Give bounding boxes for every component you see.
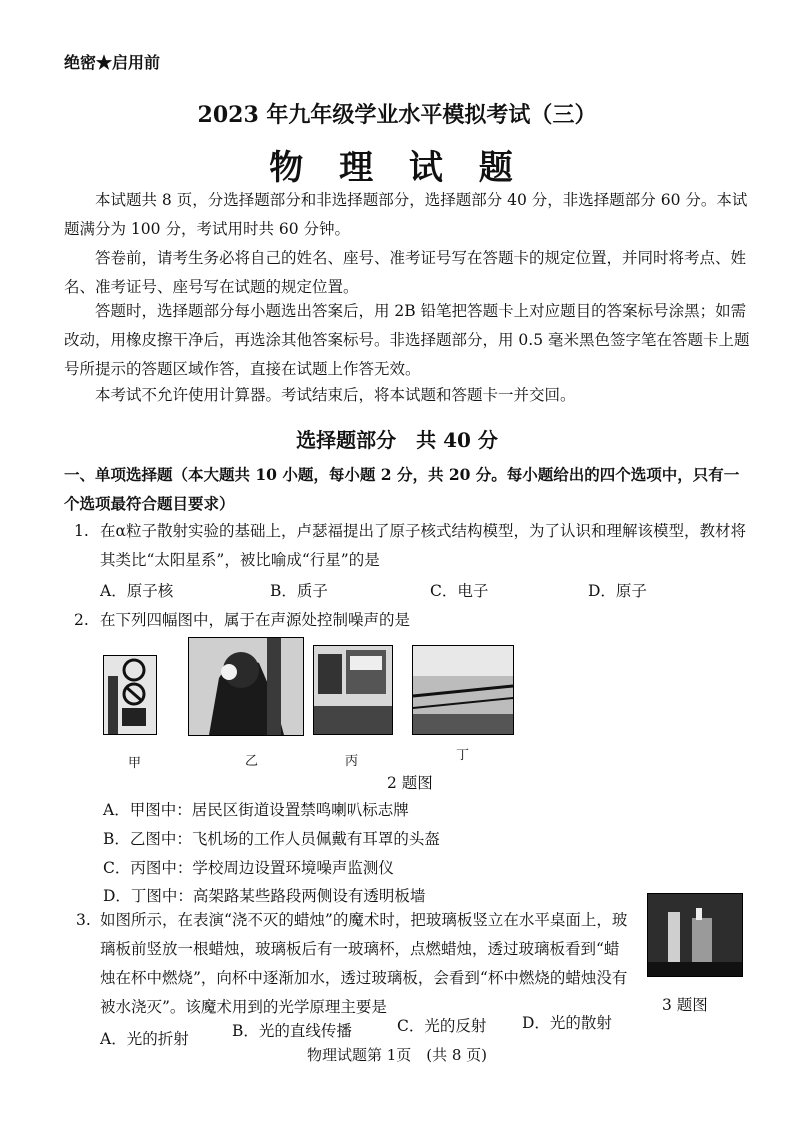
option-a: A．甲图中：居民区街道设置禁鸣喇叭标志牌 [103,801,409,819]
figure-caption: 2 题图 [387,774,433,792]
question-number: 3. [76,911,91,929]
page-footer: 物理试题第 1页 (共 8 页) [306,1046,488,1064]
figure-image-bing [313,645,393,735]
question-number: 1. [74,522,89,540]
instruction-paragraph: 答卷前，请考生务必将自己的姓名、座号、准考证号写在答题卡的规定位置，并同时将考点、姓名、准考证号、座号写在试题的规定位置。 [64,249,747,296]
noise-monitor-icon [314,646,392,734]
sound-barrier-icon [413,646,513,734]
question-stem: 如图所示，在表演“浇不灭的蜡烛”的魔术时，把玻璃板竖立在水平桌面上，玻璃板前竖放一根蜡烛，玻璃板后有一玻璃杯，点燃蜡烛，透过玻璃板看到“蜡烛在杯中燃烧”，向杯中逐渐加水，透过玻璃板，会看到“杯中燃烧的蜡烛没有被水浇灭”。该魔术用到的光学原理主要是 [100,911,628,1016]
figure-image-ding [412,645,514,735]
instruction-paragraph: 本试题共 8 页，分选择题部分和非选择题部分，选择题部分 40 分，非选择题部分 60 分。本试题满分为 100 分，考试用时共 60 分钟。 [64,191,748,238]
figure-caption: 3 题图 [662,996,708,1014]
confidential-label: 绝密★启用前 [64,53,161,72]
option-c: C．丙图中：学校周边设置环境噪声监测仪 [103,859,394,877]
figure-image-candle [647,893,743,977]
option-b: B．光的直线传播 [232,1022,352,1040]
option-b: B．乙图中：飞机场的工作人员佩戴有耳罩的头盔 [103,830,440,848]
candle-glass-icon [648,894,742,976]
image-label-yi: 乙 [245,754,259,769]
option-d: D．原子 [588,582,647,600]
section-title: 选择题部分 共 40 分 [296,428,498,452]
question-stem: 在α粒子散射实验的基础上，卢瑟福提出了原子核式结构模型，为了认识和理解该模型，教材将其类比“太阳星系”，被比喻成“行星”的是 [100,522,746,569]
option-b: B．质子 [270,582,328,600]
exam-title: 2023 年九年级学业水平模拟考试（三） [197,102,597,128]
instruction-paragraph: 本考试不允许使用计算器。考试结束后，将本试题和答题卡一并交回。 [95,386,576,404]
question-number: 2. [74,611,89,629]
subject-title: 物 理 试 题 [269,148,525,188]
part-title: 一、单项选择题（本大题共 10 小题，每小题 2 分，共 20 分。每小题给出的四个选项中，只有一个选项最符合题目要求） [64,465,740,513]
question-stem: 在下列四幅图中，属于在声源处控制噪声的是 [100,611,411,629]
no-horn-sign-icon [104,656,156,734]
option-d: D．丁图中：高架路某些路段两侧设有透明板墙 [103,887,426,905]
instruction-paragraph: 答题时，选择题部分每小题选出答案后，用 2B 铅笔把答题卡上对应题目的答案标号涂黑；如需改动，用橡皮擦干净后，再选涂其他答案标号。非选择题部分，用 0.5 毫米黑色签字笔在答题卡上题号所提示的答题区域作答，直接在试题上作答无效。 [64,302,750,378]
ear-muff-worker-icon [189,638,303,735]
image-label-bing: 丙 [345,754,359,769]
image-label-ding: 丁 [456,748,470,763]
image-label-jia: 甲 [128,756,142,771]
option-c: C．电子 [430,582,489,600]
option-a: A．光的折射 [100,1030,189,1048]
option-a: A．原子核 [100,582,174,600]
option-c: C．光的反射 [397,1017,487,1035]
figure-image-jia [103,655,157,735]
figure-image-yi [188,637,304,736]
option-d: D．光的散射 [522,1014,612,1032]
